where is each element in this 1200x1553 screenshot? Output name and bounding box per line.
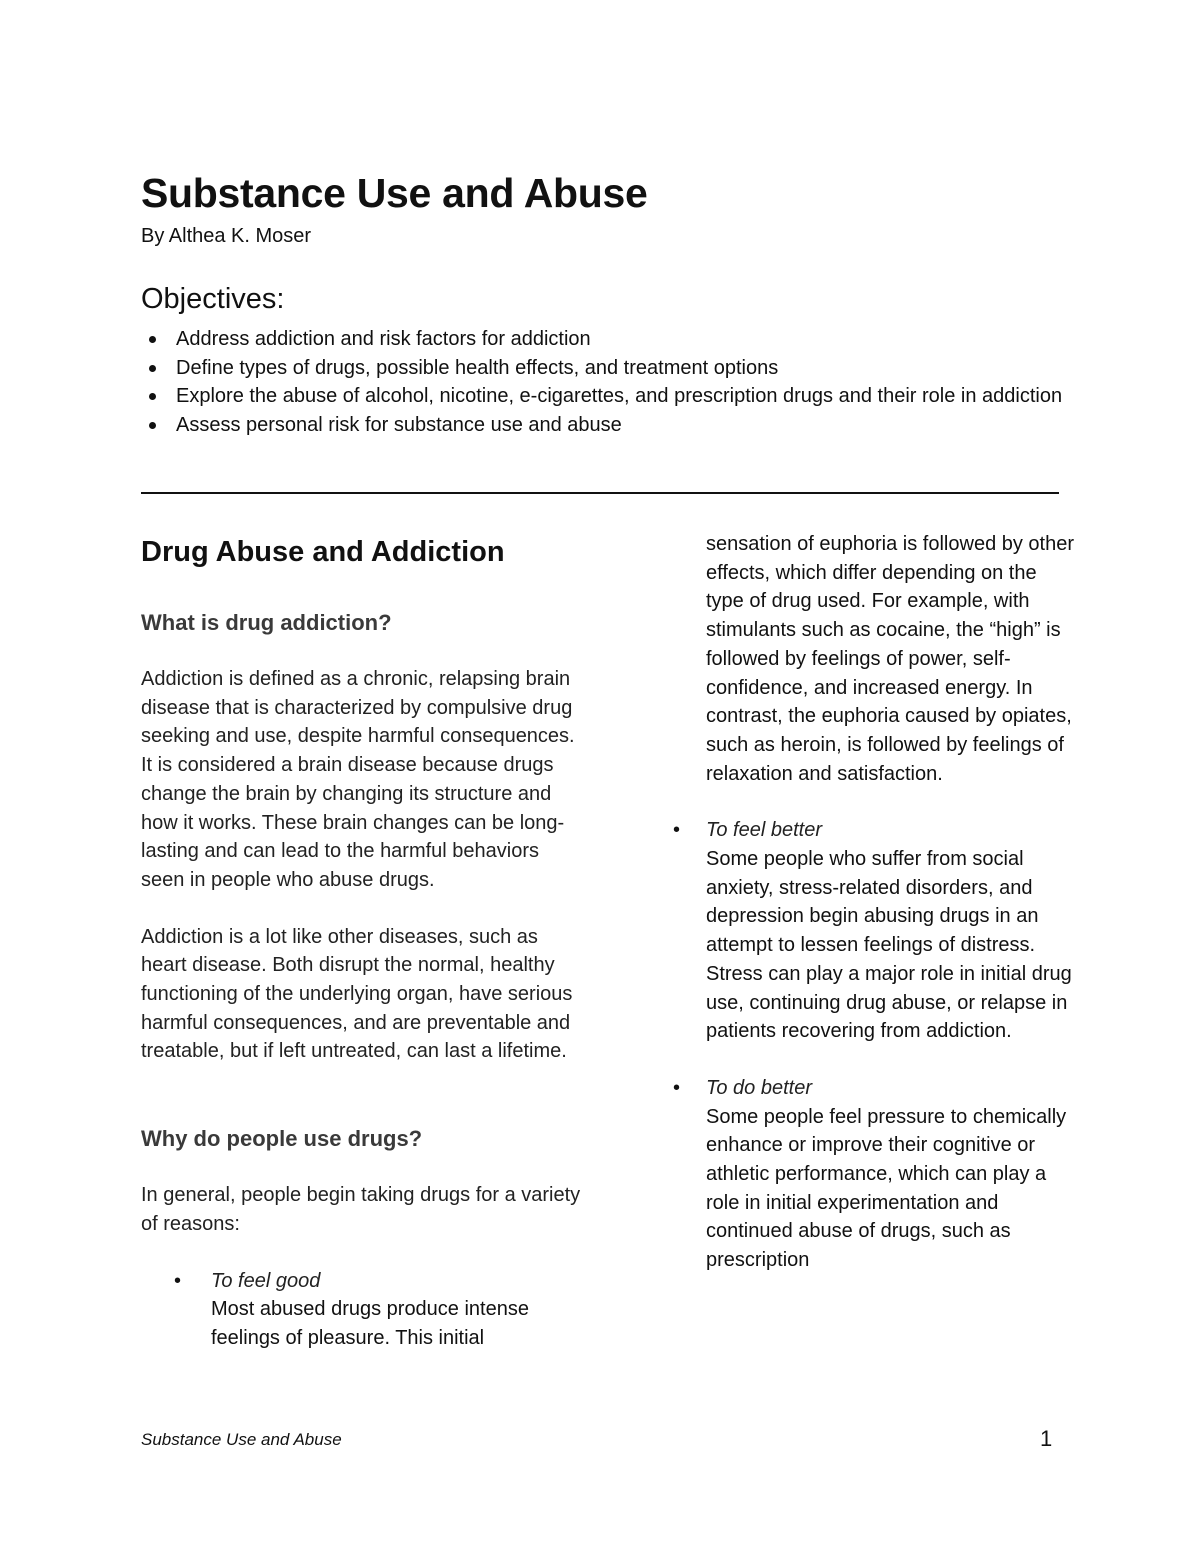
reason-item-feel-better (673, 816, 1076, 1046)
paragraph-addiction-definition: Addiction is defined as a chronic, relapsing brain disease that is characterized by compulsive drug seeking and use, despite harmful consequences. It is considered a brain disease because drugs change the brain by changing its structure and how it works. These brain changes can be long-lasting and can lead to the harmful behaviors seen in people who abuse drugs. (141, 668, 575, 891)
reason-item-do-better (673, 1074, 1076, 1275)
objective-item: Address addiction and risk factors for addiction (141, 325, 1101, 354)
objectives-list (141, 325, 1101, 440)
reason-label: To feel better (706, 819, 823, 842)
objective-item: Define types of drugs, possible health effects, and treatment options (141, 354, 1101, 383)
paragraph-euphoria-continuation: sensation of euphoria is followed by other effects, which differ depending on the type of drug used. For example, with stimulants such as cocaine, the “high” is followed by feelings of power, self-confidence, and increased energy. In contrast, the euphoria caused by opiates, such as heroin, is followed by feelings of relaxation and satisfaction. (706, 533, 1075, 785)
reason-body: Some people feel pressure to chemically enhance or improve their cognitive or athletic performance, which can play a role in initial experimentation and continued abuse of drugs, such as prescription (706, 1105, 1067, 1272)
document-author: By Althea K. Moser (141, 225, 312, 247)
reason-body: Some people who suffer from social anxiety, stress-related disorders, and depression begin abusing drugs in an attempt to lessen feelings of distress. Stress can play a major role in initial drug use, continuing drug abuse, or relapse in patients recovering from addiction. (706, 848, 1072, 1043)
section-divider (141, 492, 1059, 494)
left-column (141, 528, 581, 1353)
reason-label: To feel good (211, 1269, 321, 1292)
footer-title: Substance Use and Abuse (141, 1430, 342, 1449)
reason-item-feel-good (141, 1267, 581, 1353)
subheading-what-is-addiction: What is drug addiction? (141, 610, 392, 635)
page-number: 1 (1040, 1426, 1053, 1451)
bullet-icon: • (174, 1269, 182, 1292)
document-title: Substance Use and Abuse (141, 170, 648, 216)
reason-body: Most abused drugs produce intense feelings of pleasure. This initial (211, 1298, 529, 1349)
section-heading: Drug Abuse and Addiction (141, 536, 505, 568)
subheading-why-use-drugs: Why do people use drugs? (141, 1126, 423, 1152)
right-column (673, 530, 1076, 1275)
objective-item: Assess personal risk for substance use and abuse (141, 411, 1101, 440)
paragraph-addiction-comparison: Addiction is a lot like other diseases, such as heart disease. Both disrupt the normal, healthy functioning of the underlying organ, have serious harmful consequences, and are preventable and treatable, but if left untreated, can last a lifetime. (141, 925, 573, 1063)
bullet-icon: • (673, 819, 681, 842)
objectives-heading: Objectives: (141, 283, 285, 315)
bullet-icon: • (673, 1076, 681, 1099)
reason-label: To do better (706, 1076, 813, 1099)
objective-item: Explore the abuse of alcohol, nicotine, e-cigarettes, and prescription drugs and their role in addiction (141, 382, 1101, 411)
paragraph-reasons-intro: In general, people begin taking drugs for a variety of reasons: (141, 1184, 581, 1235)
